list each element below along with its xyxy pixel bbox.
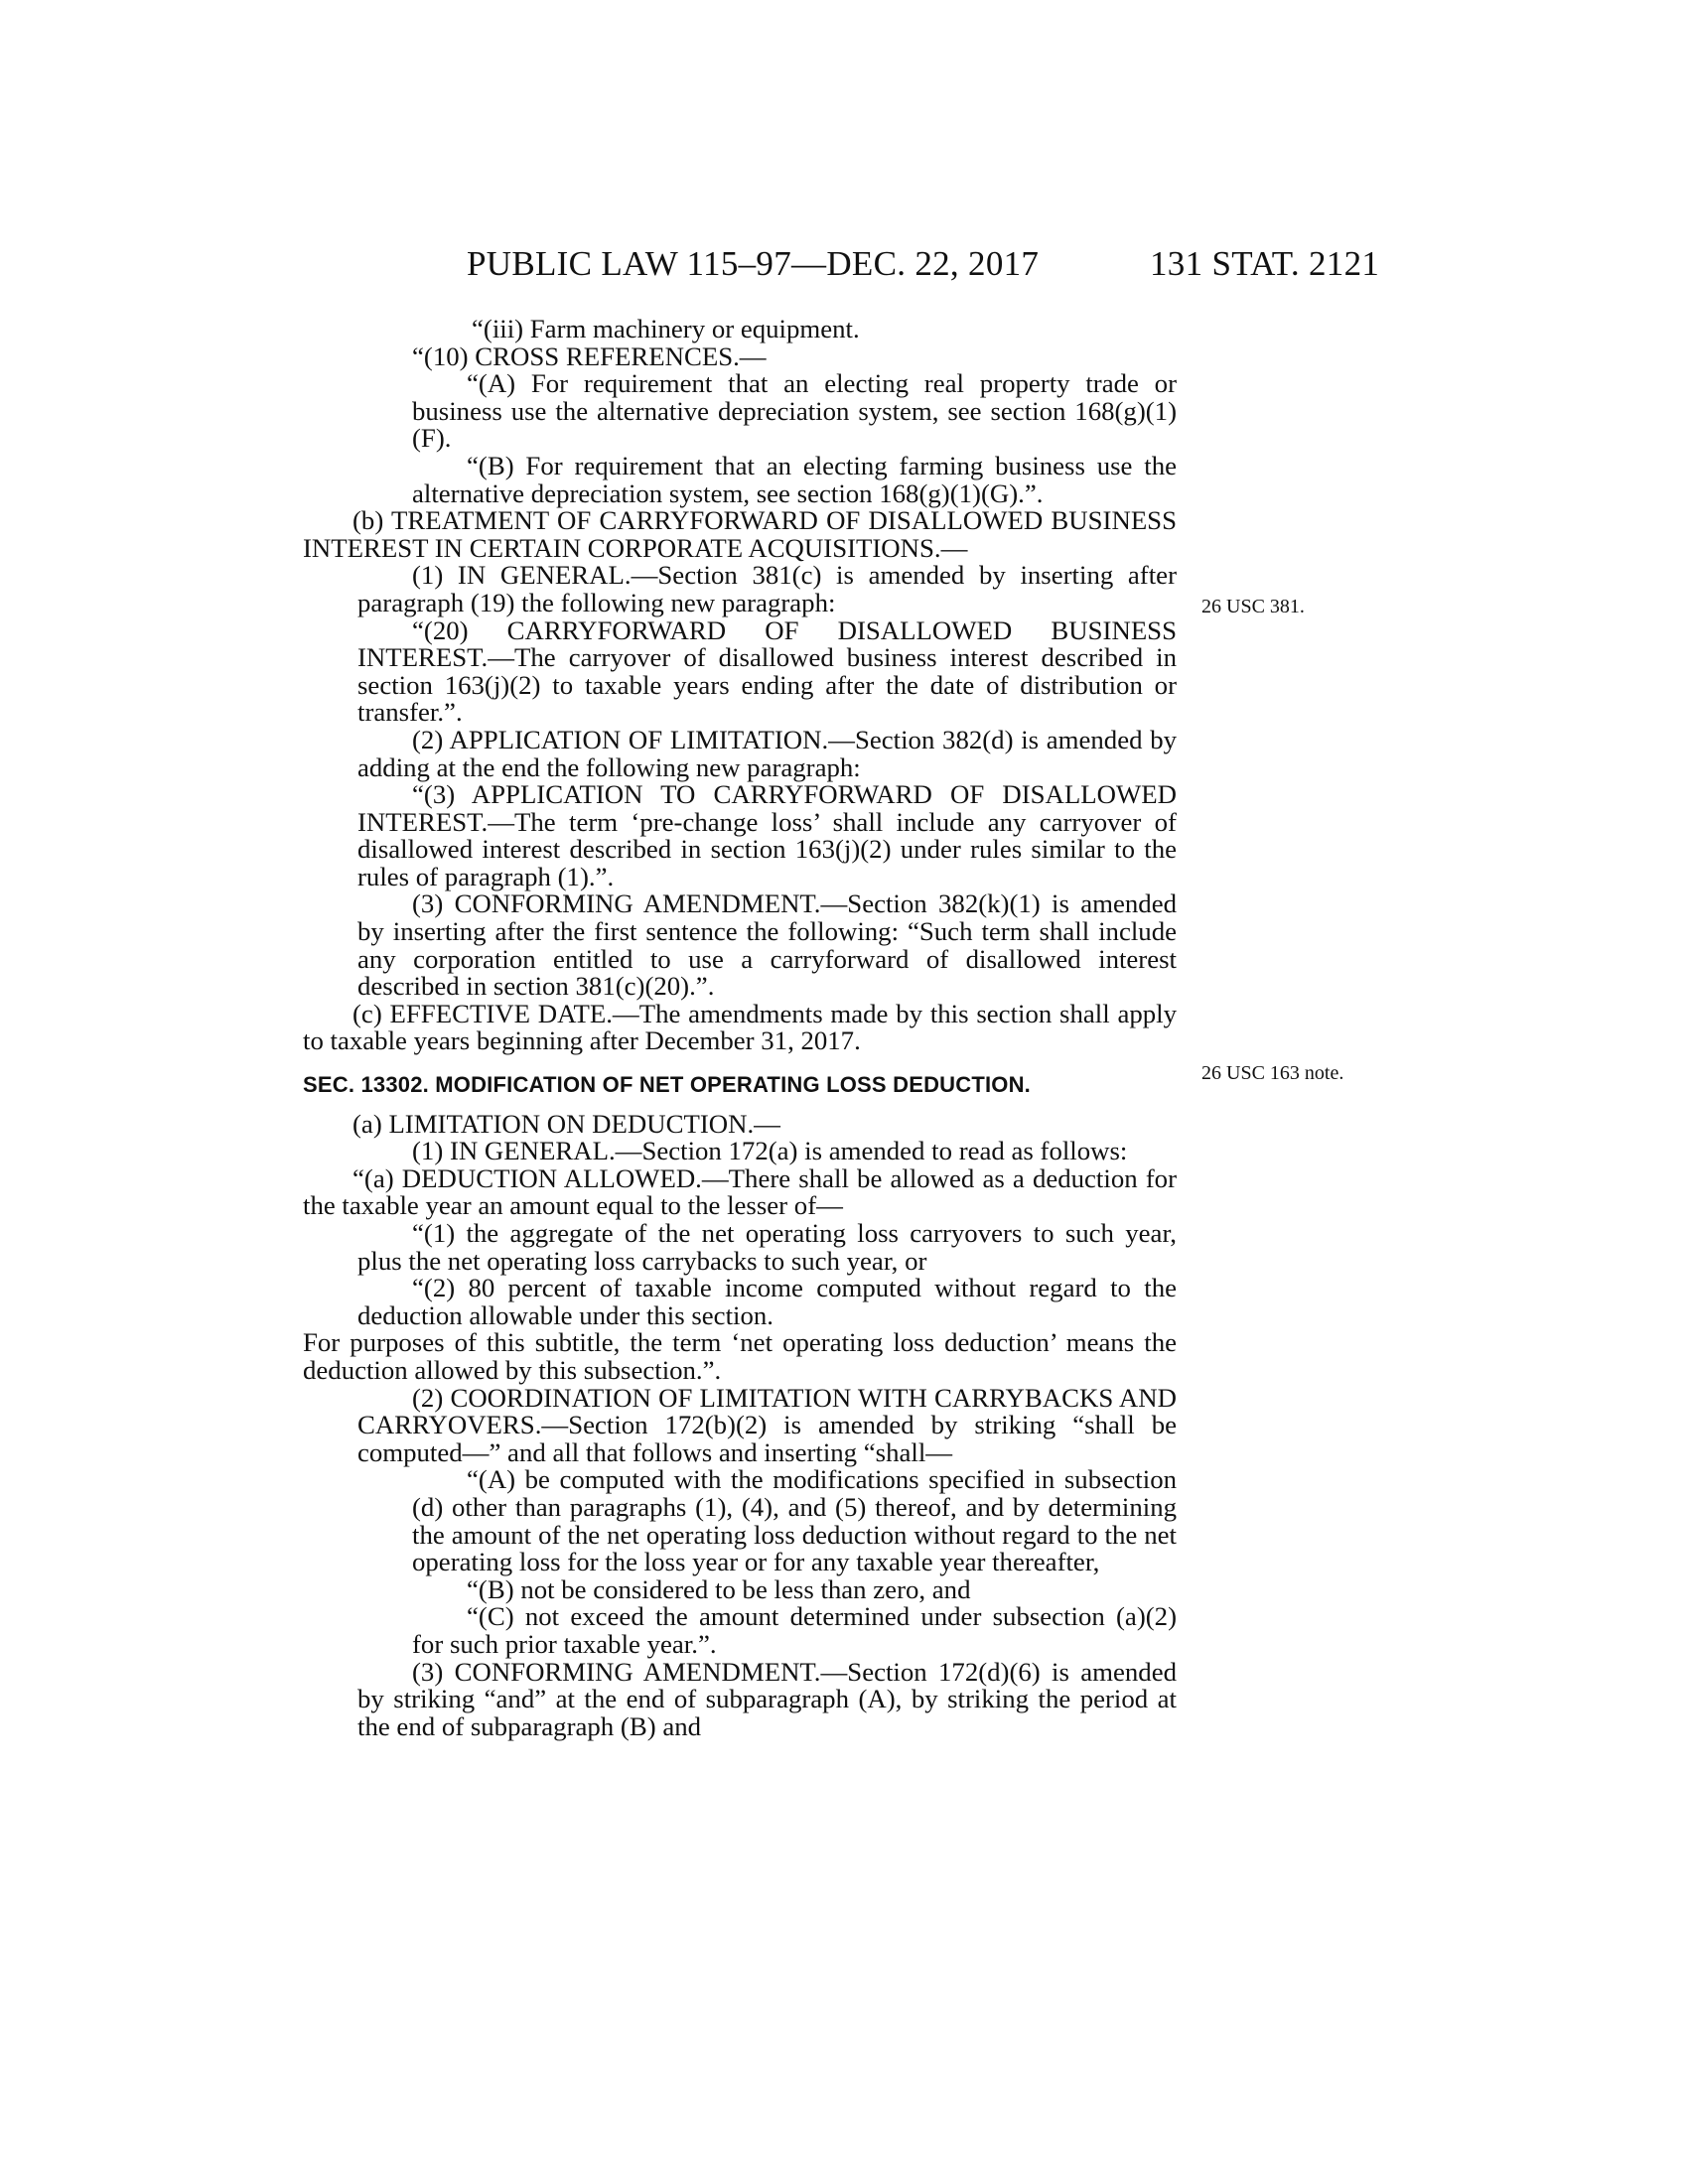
paragraph: (b) TREATMENT OF CARRYFORWARD OF DISALLOWED BUSINESS INTEREST IN CERTAIN CORPORATE ACQUISITIONS.— [303, 505, 1177, 563]
paragraph: (2) APPLICATION OF LIMITATION.—Section 382(d) is amended by adding at the end the following new paragraph: [357, 724, 1177, 782]
paragraph: “(iii) Farm machinery or equipment. [472, 314, 860, 343]
margin-note-usc-163: 26 USC 163 note. [1201, 1062, 1344, 1084]
paragraph: “(2) 80 percent of taxable income computed without regard to the deduction allowable under this section. [357, 1273, 1177, 1330]
paragraph: (3) CONFORMING AMENDMENT.—Section 382(k)(1) is amended by inserting after the first sentence the following: “Such term shall include any corporation entitled to use a carryforward of disallowed interest described in section 381(c)(20).”. [357, 888, 1177, 1002]
running-header-title: PUBLIC LAW 115–97—DEC. 22, 2017 [467, 244, 1040, 283]
running-header-page-number: 131 STAT. 2121 [1150, 244, 1380, 283]
paragraph: For purposes of this subtitle, the term ‘net operating loss deduction’ means the deduction allowed by this subsection.”. [303, 1327, 1177, 1385]
section-heading: SEC. 13302. MODIFICATION OF NET OPERATING LOSS DEDUCTION. [303, 1072, 1031, 1098]
paragraph: “(B) For requirement that an electing farming business use the alternative depreciation system, see section 168(g)(1)(G).”. [412, 450, 1177, 508]
margin-note-usc-381: 26 USC 381. [1201, 596, 1305, 617]
paragraph: (1) IN GENERAL.—Section 381(c) is amended by inserting after paragraph (19) the following new paragraph: [357, 560, 1177, 617]
document-body [303, 316, 1177, 1740]
paragraph: “(10) CROSS REFERENCES.— [412, 341, 767, 371]
paragraph: “(3) APPLICATION TO CARRYFORWARD OF DISALLOWED INTEREST.—The term ‘pre-change loss’ shall include any carryover of disallowed interest described in section 163(j)(2) under rules similar to the rules of paragraph (1).”. [357, 779, 1177, 891]
paragraph: “(a) DEDUCTION ALLOWED.—There shall be allowed as a deduction for the taxable year an amount equal to the lesser of— [303, 1162, 1177, 1221]
paragraph: “(B) not be considered to be less than zero, and [467, 1573, 971, 1604]
paragraph: (3) CONFORMING AMENDMENT.—Section 172(d)(6) is amended by striking “and” at the end of subparagraph (A), by striking the period at the end of subparagraph (B) and [357, 1656, 1177, 1741]
paragraph: (c) EFFECTIVE DATE.—The amendments made by this section shall apply to taxable years beginning after December 31, 2017. [303, 998, 1177, 1056]
paragraph: (2) COORDINATION OF LIMITATION WITH CARRYBACKS AND CARRYOVERS.—Section 172(b)(2) is amended by striking “shall be computed—” and all that follows and inserting “shall— [357, 1382, 1177, 1467]
paragraph: “(A) be computed with the modifications specified in subsection (d) other than paragraphs (1), (4), and (5) thereof, and by determining the amount of the net operating loss deduction without regard to the net operating loss for the loss year or for any taxable year thereafter, [412, 1464, 1177, 1577]
paragraph: “(C) not exceed the amount determined under subsection (a)(2) for such prior taxable year.”. [412, 1601, 1177, 1659]
paragraph: “(A) For requirement that an electing real property trade or business use the alternative depreciation system, see section 168(g)(1)(F). [412, 368, 1177, 454]
paragraph: “(1) the aggregate of the net operating loss carryovers to such year, plus the net operating loss carrybacks to such year, or [357, 1218, 1177, 1276]
paragraph: (1) IN GENERAL.—Section 172(a) is amended to read as follows: [412, 1136, 1128, 1166]
paragraph: “(20) CARRYFORWARD OF DISALLOWED BUSINESS INTEREST.—The carryover of disallowed business interest described in section 163(j)(2) to taxable years ending after the date of distribution or transfer.”. [357, 614, 1177, 728]
paragraph: (a) LIMITATION ON DEDUCTION.— [352, 1108, 780, 1139]
